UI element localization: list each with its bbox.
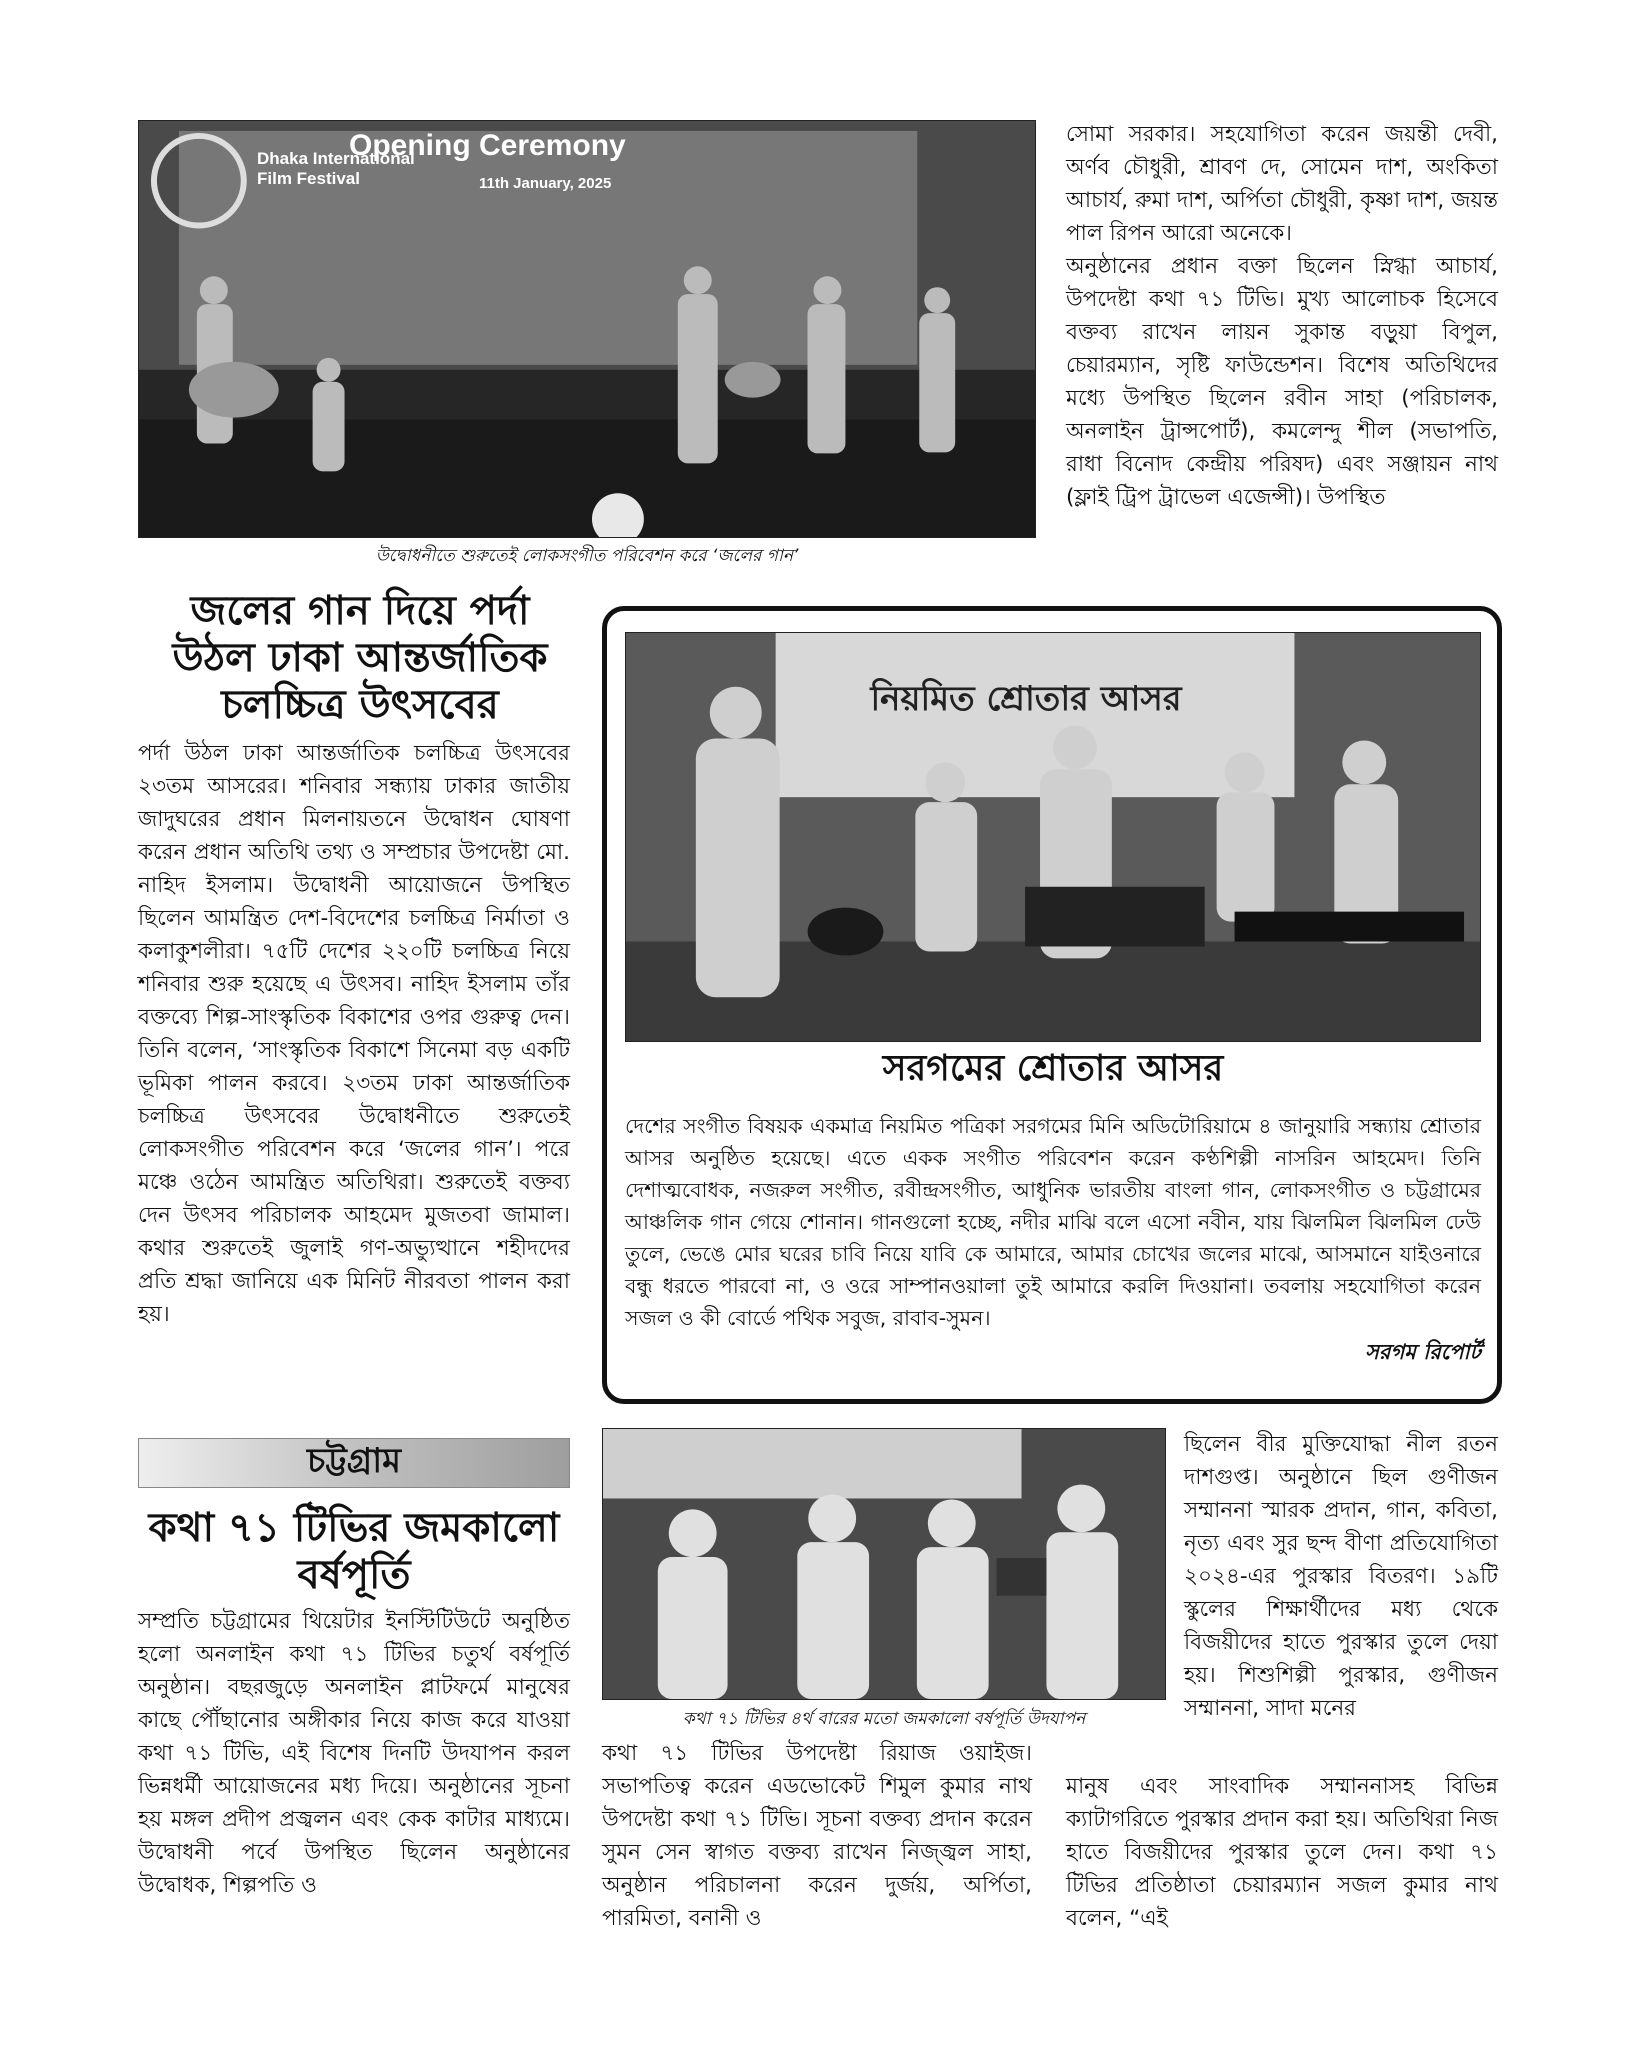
chattogram-body: সম্প্রতি চট্টগ্রামের থিয়েটার ইনস্টিটিউটে অনুষ্ঠিত হলো অনলাইন কথা ৭১ টিভির চতুর্থ বর্ষপূর্তি অনুষ্ঠান। বছরজুড়ে অনলাইন প্লাটফর্মে মানুষের কাছে পৌঁছানোর অঙ্গীকার নিয়ে কাজ করে যাওয়া কথা ৭১ টিভি, এই বিশেষ দিনটি উদযাপন করল ভিন্নধর্মী আয়োজনের মধ্য দিয়ে। অনুষ্ঠানের সূচনা হয় মঙ্গল প্রদীপ প্রজ্বলন এবং কেক কাটার মাধ্যমে। উদ্বোধনী পর্বে উপস্থিত ছিলেন অনুষ্ঠানের উদ্বোধক, শিল্পপতি ও	[138, 1609, 570, 1898]
sargam-body-wrap	[625, 1110, 1481, 1371]
top-story-continuation	[1066, 118, 1498, 514]
top-story-photo	[138, 120, 1036, 538]
chattogram-headline: কথা ৭১ টিভির জমকালো বর্ষপূর্তি	[148, 1505, 560, 1599]
top-story-caption: উদ্বোধনীতে শুরুতেই লোকসংগীত পরিবেশন করে ‘জলের গান’	[375, 546, 799, 566]
chattogram-caption: কথা ৭১ টিভির ৪র্থ বারের মতো জমকালো বর্ষপূর্তি উদযাপন	[682, 1709, 1086, 1729]
chattogram-photo	[602, 1428, 1166, 1700]
award-illustration	[603, 1429, 1165, 1699]
film-story-headline: জলের গান দিয়ে পর্দা উঠল ঢাকা আন্তর্জাতিক চলচ্চিত্র উৎসবের	[172, 588, 548, 729]
photo-date-text: 11th January, 2025	[479, 175, 612, 192]
continuation-para-2: অনুষ্ঠানের প্রধান বক্তা ছিলেন স্নিগ্ধা আচার্য, উপদেষ্টা কথা ৭১ টিভি। মুখ্য আলোচক হিসেবে বক্তব্য রাখেন লায়ন সুকান্ত বড়ুয়া বিপুল, চেয়ারম্যান, সৃষ্টি ফাউন্ডেশন। বিশেষ অতিথিদের মধ্যে উপস্থিত ছিলেন রবীন সাহা (পরিচালক, অনলাইন ট্রান্সপোর্ট), কমলেন্দু শীল (সভাপতি, রাধা বিনোদ কেন্দ্রীয় পরিষদ) এবং সঞ্জায়ন নাথ (ফ্লাই ট্রিপ ট্রাভেল এজেন্সী)। উপস্থিত	[1066, 254, 1498, 510]
chattogram-col3-top: ছিলেন বীর মুক্তিযোদ্ধা নীল রতন দাশগুপ্ত। অনুষ্ঠানে ছিল গুণীজন সম্মাননা স্মারক প্রদান, গান, কবিতা, নৃত্য এবং সুর ছন্দ বীণা প্রতিযোগিতা ২০২৪-এর পুরস্কার বিতরণ। ১৯টি স্কুলের শিক্ষার্থীদের মধ্য থেকে বিজয়ীদের হাতে পুরস্কার তুলে দেয়া হয়। শিশুশিল্পী পুরস্কার, গুণীজন সম্মাননা, সাদা মনের	[1184, 1432, 1498, 1721]
continuation-para-1: সোমা সরকার। সহযোগিতা করেন জয়ন্তী দেবী, অর্ণব চৌধুরী, শ্রাবণ দে, সোমেন দাশ, অংকিতা আচার্য, রুমা দাশ, অর্পিতা চৌধুরী, কৃষ্ণা দাশ, জয়ন্ত পাল রিপন আরো অনেকে।	[1066, 122, 1498, 246]
chattogram-col2: কথা ৭১ টিভির উপদেষ্টা রিয়াজ ওয়াইজ। সভাপতিত্ব করেন এডভোকেট শিমুল কুমার নাথ উপদেষ্টা কথা ৭১ টিভি। সূচনা বক্তব্য প্রদান করেন সুমন সেন স্বাগত বক্তব্য রাখেন নিজ্জ্বল সাহা, অনুষ্ঠান পরিচালনা করেন দুর্জয়, অর্পিতা, পারমিতা, বনানী ও	[602, 1741, 1032, 1931]
chattogram-section-bar: চট্টগ্রাম	[138, 1438, 570, 1488]
film-story-body: পর্দা উঠল ঢাকা আন্তর্জাতিক চলচ্চিত্র উৎসবের ২৩তম আসরের। শনিবার সন্ধ্যায় ঢাকার জাতীয় জাদুঘরের প্রধান মিলনায়তনে উদ্বোধন ঘোষণা করেন প্রধান অতিথি তথ্য ও সম্প্রচার উপদেষ্টা মো. নাহিদ ইসলাম। উদ্বোধনী আয়োজনে উপস্থিত ছিলেন আমন্ত্রিত দেশ-বিদেশের চলচ্চিত্র নির্মাতা ও কলাকুশলীরা। ৭৫টি দেশের ২২০টি চলচ্চিত্র নিয়ে শনিবার শুরু হয়েছে এ উৎসব। নাহিদ ইসলাম তাঁর বক্তব্যে শিল্প-সাংস্কৃতিক বিকাশের ওপর গুরুত্ব দেন। তিনি বলেন, ‘সাংস্কৃতিক বিকাশে সিনেমা বড় একটি ভূমিকা পালন করবে। ২৩তম ঢাকা আন্তর্জাতিক চলচ্চিত্র উৎসবের উদ্বোধনীতে শুরুতেই লোকসংগীত পরিবেশন করে ‘জলের গান’। পরে মঞ্চে ওঠেন আমন্ত্রিত অতিথিরা। শুরুতেই বক্তব্য দেন উৎসব পরিচালক আহমেদ মুজতবা জামাল। কথার শুরুতেই জুলাই গণ-অভ্যুত্থানে শহীদদের প্রতি শ্রদ্ধা জানিয়ে এক মিনিট নীরবতা পালন করা হয়।	[138, 741, 570, 1327]
sargam-byline: সরগম রিপোর্ট	[1365, 1340, 1481, 1364]
sargam-photo	[625, 632, 1481, 1042]
photo-festival-text: Dhaka International Film Festival	[257, 149, 415, 188]
sargam-body: দেশের সংগীত বিষয়ক একমাত্র নিয়মিত পত্রিকা সরগমের মিনি অডিটোরিয়ামে ৪ জানুয়ারি সন্ধ্যায় শ্রোতার আসর অনুষ্ঠিত হয়েছে। এতে একক সংগীত পরিবেশন করেন কণ্ঠশিল্পী নাসরিন আহমেদ। তিনি দেশাত্মবোধক, নজরুল সংগীত, রবীন্দ্রসংগীত, আধুনিক ভারতীয় বাংলা গান, লোকসংগীত ও চট্টগ্রামের আঞ্চলিক গান গেয়ে শোনান। গানগুলো হচ্ছে, নদীর মাঝি বলে এসো নবীন, যায় ঝিলমিল ঝিলমিল ঢেউ তুলে, ভেঙে মোর ঘরের চাবি নিয়ে যাবি কে আমারে, আমার চোখের জলের মাঝে, আসমানে যাইওনারে বন্ধু ধরতে পারবো না, ও ওরে সাম্পানওয়ালা তুই আমারে করলি দিওয়ানা। তবলায় সহযোগিতা করেন সজল ও কী বোর্ডে পথিক সবুজ, রাবাব-সুমন।	[625, 1114, 1481, 1330]
sargam-headline: সরগমের শ্রোতার আসর	[882, 1048, 1224, 1089]
photo-banner-text: Opening Ceremony	[349, 129, 626, 162]
sargam-photo-banner: নিয়মিত শ্রোতার আসর	[870, 679, 1182, 719]
chattogram-col3-bottom: মানুষ এবং সাংবাদিক সম্মাননাসহ বিভিন্ন ক্যাটাগরিতে পুরস্কার প্রদান করা হয়। অতিথিরা নিজ হাতে বিজয়ীদের পুরস্কার তুলে দেন। কথা ৭১ টিভির প্রতিষ্ঠাতা চেয়ারম্যান সজল কুমার নাথ বলেন, “এই	[1066, 1774, 1498, 1931]
